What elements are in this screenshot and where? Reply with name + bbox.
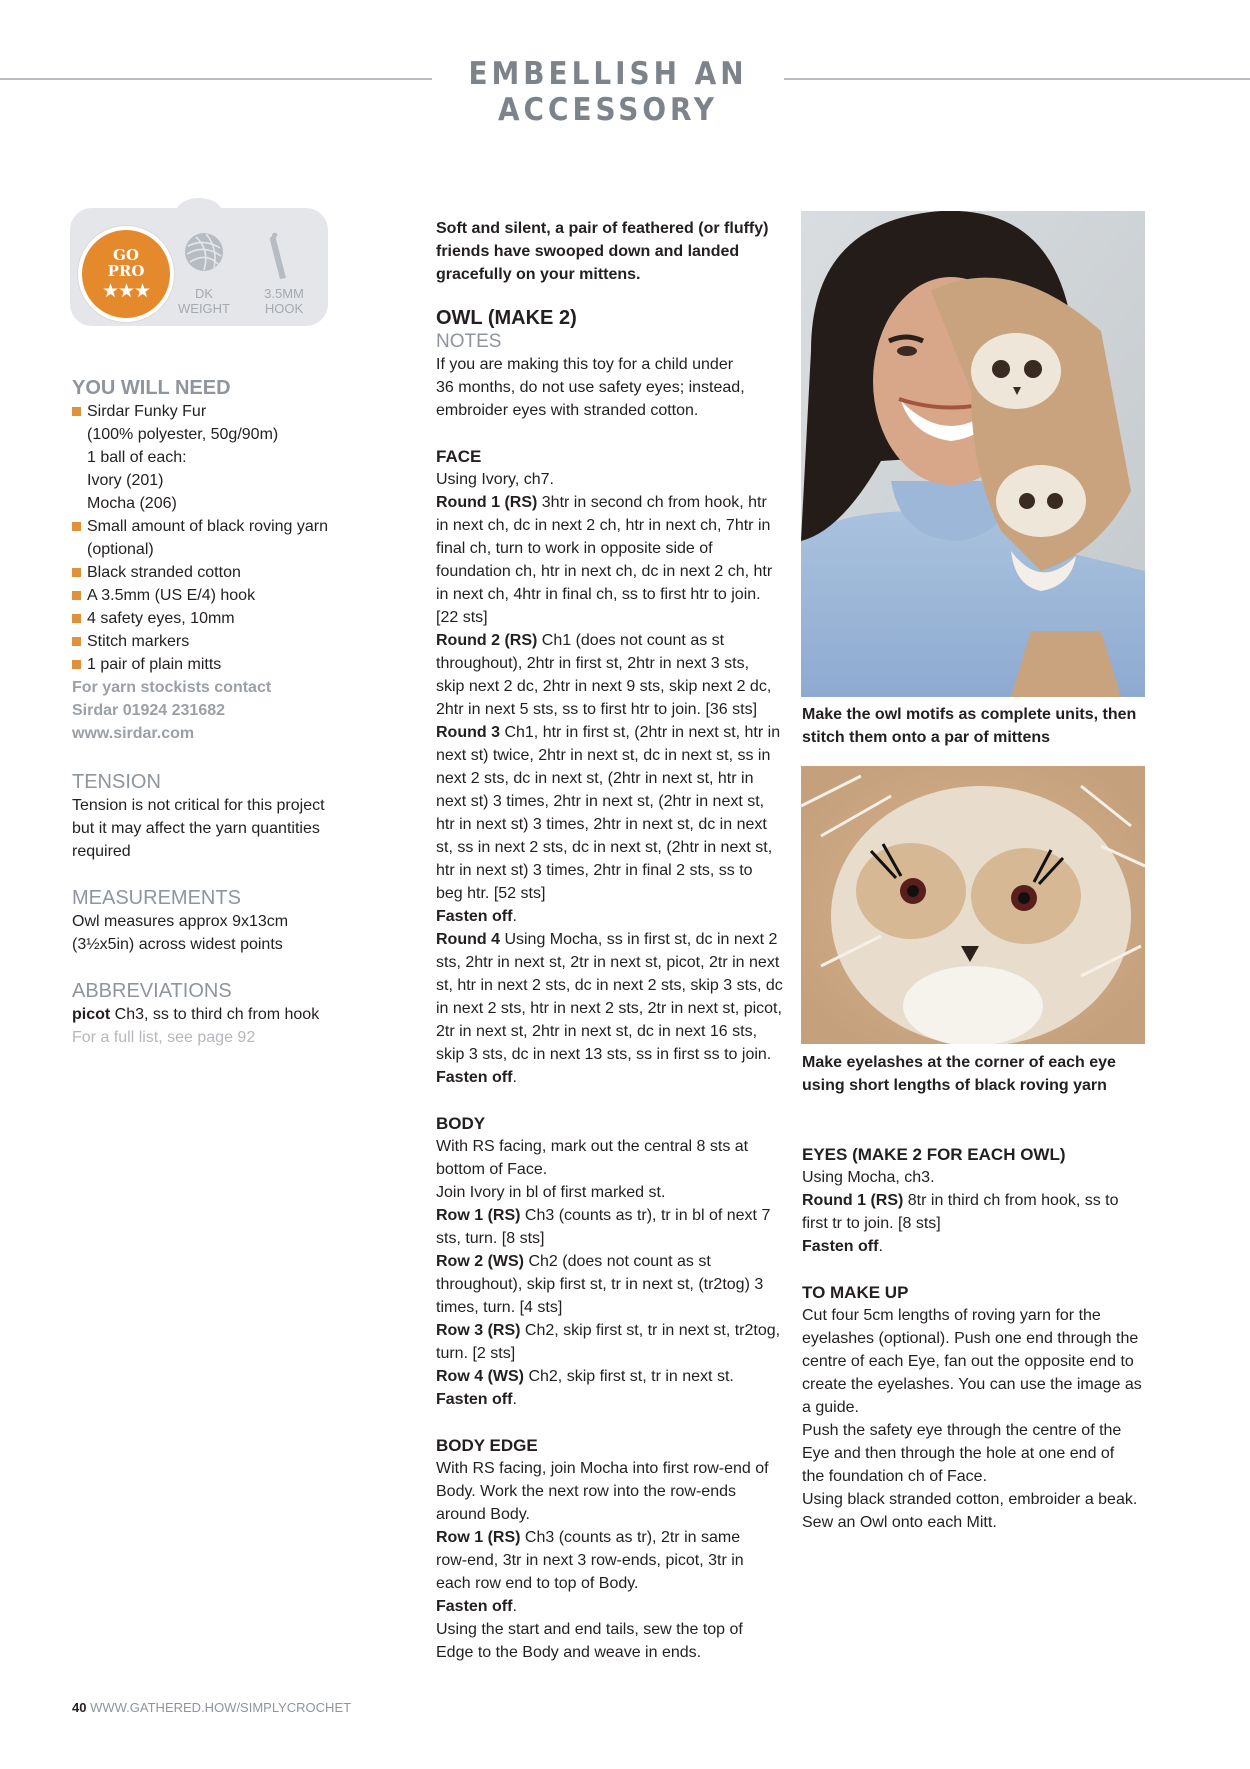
instruction-line	[436, 652, 786, 675]
instruction-text: first tr to join. [8 sts]	[802, 1215, 941, 1232]
page-footer	[72, 1700, 351, 1715]
header-rule-left	[0, 78, 432, 80]
crochet-hook-icon	[266, 232, 292, 280]
requirement-item	[72, 446, 372, 469]
instruction-label: Row 3 (RS)	[436, 1322, 521, 1339]
instruction-text: Ch2, skip first st, tr in next st, tr2tog,	[520, 1322, 781, 1339]
instruction-text: Edge to the Body and weave in ends.	[436, 1644, 702, 1661]
you-will-need-heading: YOU WILL NEED	[72, 377, 231, 399]
instruction-line	[436, 1526, 786, 1549]
tension-line: Tension is not critical for this project	[72, 797, 325, 814]
instruction-line	[436, 1388, 786, 1411]
requirement-item	[72, 607, 372, 630]
body-heading: BODY	[436, 1114, 486, 1133]
instruction-line: Cut four 5cm lengths of roving yarn for the	[802, 1307, 1101, 1324]
instruction-line	[436, 675, 786, 698]
instruction-text: Ch1, htr in first st, (2htr in next st, htr in	[500, 724, 781, 741]
instruction-line: a guide.	[802, 1399, 859, 1416]
requirements-list	[72, 400, 372, 676]
instruction-text: row-end, 3tr in next 3 row-ends, picot, 3tr in	[436, 1552, 744, 1569]
intro-line: gracefully on your mittens.	[436, 266, 641, 283]
instruction-text: 2htr in next 5 sts, ss to first htr to join. [36 sts]	[436, 701, 758, 718]
instruction-line	[436, 836, 786, 859]
hook-size-label	[254, 286, 314, 316]
measurements-heading: MEASUREMENTS	[72, 887, 241, 909]
abbreviations-section	[72, 979, 372, 1049]
instruction-text: htr in next st) 3 times, 2htr in next st, dc in next	[436, 816, 767, 833]
instruction-line	[802, 1235, 1152, 1258]
instruction-line	[436, 1181, 786, 1204]
instruction-label: Row 4 (WS)	[436, 1368, 524, 1385]
instruction-text: .	[512, 1391, 517, 1408]
requirement-text: Black stranded cotton	[87, 564, 241, 581]
owl-closeup-illustration	[801, 766, 1145, 1044]
badge-stars: ★★★	[101, 280, 151, 302]
abbreviation-entry	[72, 1003, 372, 1026]
instruction-line	[436, 744, 786, 767]
instruction-line	[802, 1189, 1152, 1212]
instruction-text: next st) 3 times, 2htr in next st, (2htr in next st,	[436, 793, 765, 810]
contact-line-3: www.sirdar.com	[72, 725, 195, 742]
owl-closeup-photo	[801, 766, 1145, 1044]
instruction-label: Fasten off	[436, 1598, 513, 1615]
instruction-line	[436, 974, 786, 997]
instruction-label: Fasten off	[802, 1238, 879, 1255]
instruction-text: With RS facing, mark out the central 8 sts at	[436, 1138, 749, 1155]
instruction-text: Using Mocha, ss in first st, dc in next 2	[500, 931, 778, 948]
instruction-line	[436, 514, 786, 537]
instruction-line: create the eyelashes. You can use the image as	[802, 1376, 1142, 1393]
contact-line-1: For yarn stockists contact	[72, 679, 272, 696]
instruction-label: Row 2 (WS)	[436, 1253, 524, 1270]
instruction-text: 8tr in third ch from hook, ss to	[903, 1192, 1119, 1209]
owl-mittens-illustration	[801, 211, 1145, 697]
header-rule-right	[784, 78, 1250, 80]
intro-line: friends have swooped down and landed	[436, 243, 740, 260]
abbreviations-heading: ABBREVIATIONS	[72, 980, 232, 1002]
instruction-text: in next ch, dc in next 2 ch, htr in next ch, 7htr in	[436, 517, 771, 534]
instruction-line	[436, 905, 786, 928]
instruction-text: next 2 sts, dc in next st, (2htr in next st, htr in	[436, 770, 754, 787]
requirement-item	[72, 400, 372, 423]
measurements-line: (3½x5in) across widest points	[72, 936, 283, 953]
instruction-line	[436, 1342, 786, 1365]
bullet-square-icon	[72, 614, 81, 623]
face-instructions	[436, 468, 786, 1089]
badge-level-line2: PRO	[107, 262, 145, 280]
requirement-text: Small amount of black roving yarn	[87, 518, 328, 535]
dk-weight-label	[174, 286, 234, 316]
hook-line1: 3.5MM	[264, 286, 304, 301]
instruction-text: in next ch, 4htr in final ch, ss to first htr to join.	[436, 586, 761, 603]
instruction-label: Round 2 (RS)	[436, 632, 538, 649]
requirement-item	[72, 584, 372, 607]
instruction-text: Ch3 (counts as tr), 2tr in same	[520, 1529, 741, 1546]
instruction-text: Using the start and end tails, sew the top of	[436, 1621, 743, 1638]
instruction-line	[436, 1549, 786, 1572]
instruction-line	[436, 1020, 786, 1043]
bullet-square-icon	[72, 407, 81, 416]
instruction-text: 2tr in next st, 2htr in next st, dc in next 16 sts,	[436, 1023, 758, 1040]
instruction-label: Fasten off	[436, 1391, 513, 1408]
notes-heading: NOTES	[436, 331, 502, 352]
instruction-line	[436, 1457, 786, 1480]
instruction-line: centre of each Eye, fan out the opposite end to	[802, 1353, 1134, 1370]
body-instructions	[436, 1135, 786, 1411]
requirement-item	[72, 653, 372, 676]
requirement-item	[72, 423, 372, 446]
instruction-line	[802, 1212, 1152, 1235]
instruction-line	[436, 1250, 786, 1273]
instruction-line	[436, 882, 786, 905]
instruction-line	[436, 629, 786, 652]
instruction-text: sts, 2htr in next st, 2tr in next st, picot, 2tr in next	[436, 954, 780, 971]
eyes-instructions	[802, 1166, 1152, 1258]
tension-heading: TENSION	[72, 771, 161, 793]
instruction-line: Push the safety eye through the centre of the	[802, 1422, 1122, 1439]
caption-line: Make the owl motifs as complete units, then	[802, 706, 1137, 723]
requirement-text: (optional)	[87, 541, 154, 558]
notes-line: embroider eyes with stranded cotton.	[436, 402, 699, 419]
instruction-text: .	[512, 1598, 517, 1615]
bullet-square-icon	[72, 522, 81, 531]
instruction-line	[436, 790, 786, 813]
instruction-line	[436, 767, 786, 790]
instruction-text: Using Ivory, ch7.	[436, 471, 554, 488]
make-up-heading: TO MAKE UP	[802, 1283, 909, 1302]
face-heading: FACE	[436, 447, 482, 466]
instruction-line	[436, 1296, 786, 1319]
instruction-text: .	[878, 1238, 883, 1255]
caption-line: using short lengths of black roving yarn	[802, 1077, 1107, 1094]
instruction-text: skip 3 sts, dc in next 13 sts, ss in first ss to join.	[436, 1046, 772, 1063]
instruction-label: Round 1 (RS)	[436, 494, 538, 511]
instruction-line	[802, 1166, 1152, 1189]
pattern-column	[436, 217, 786, 1664]
notes-line: If you are making this toy for a child under	[436, 356, 734, 373]
tension-section	[72, 770, 372, 863]
instruction-label: Round 4	[436, 931, 500, 948]
requirement-text: 4 safety eyes, 10mm	[87, 610, 235, 627]
tension-line: but it may affect the yarn quantities	[72, 820, 320, 837]
instruction-text: st, htr in next 2 sts, dc in next 2 sts, skip 3 sts, dc	[436, 977, 783, 994]
requirement-item	[72, 515, 372, 538]
body-edge-instructions	[436, 1457, 786, 1664]
instruction-line	[436, 1135, 786, 1158]
caption-line: stitch them onto a par of mittens	[802, 729, 1051, 746]
page-header-title: EMBELLISH AN ACCESSORY	[468, 56, 748, 128]
instruction-text: Ch3 (counts as tr), tr in bl of next 7	[520, 1207, 771, 1224]
instruction-line	[436, 537, 786, 560]
instruction-line: Eye and then through the hole at one end of	[802, 1445, 1115, 1462]
instruction-label: Row 1 (RS)	[436, 1207, 521, 1224]
instruction-text: Body. Work the next row into the row-ends	[436, 1483, 736, 1500]
instruction-text: Join Ivory in bl of first marked st.	[436, 1184, 666, 1201]
instruction-line	[436, 1503, 786, 1526]
caption-line: Make eyelashes at the corner of each eye	[802, 1054, 1116, 1071]
photo-caption-1	[802, 703, 1152, 749]
footer-url: WWW.GATHERED.HOW/SIMPLYCROCHET	[90, 1700, 352, 1715]
bullet-square-icon	[72, 660, 81, 669]
tension-line: required	[72, 843, 131, 860]
hook-line2: HOOK	[264, 301, 304, 316]
instruction-line	[436, 560, 786, 583]
notes-line: 36 months, do not use safety eyes; instead,	[436, 379, 745, 396]
intro-line: Soft and silent, a pair of feathered (or fluffy)	[436, 220, 769, 237]
instruction-text: throughout), 2htr in first st, 2htr in next 3 sts,	[436, 655, 750, 672]
requirement-text: Mocha (206)	[87, 495, 177, 512]
instruction-text: skip next 2 dc, 2htr in next 9 sts, skip next 2 dc,	[436, 678, 772, 695]
instruction-line	[436, 1618, 786, 1641]
instruction-text: With RS facing, join Mocha into first row-end of	[436, 1460, 769, 1477]
requirement-text: Ivory (201)	[87, 472, 164, 489]
bullet-square-icon	[72, 591, 81, 600]
yarn-ball-icon	[184, 232, 224, 272]
instruction-label: Fasten off	[436, 908, 513, 925]
weight-line1: DK	[194, 286, 214, 301]
requirement-text: (100% polyester, 50g/90m)	[87, 426, 279, 443]
instruction-line	[436, 1066, 786, 1089]
instruction-text: next st) twice, 2htr in next st, dc in next st, ss in	[436, 747, 771, 764]
instruction-text: times, turn. [4 sts]	[436, 1299, 563, 1316]
instruction-line	[436, 468, 786, 491]
abbreviation-definition: Ch3, ss to third ch from hook	[110, 1006, 320, 1023]
instruction-text: [22 sts]	[436, 609, 488, 626]
instruction-text: Using Mocha, ch3.	[802, 1169, 935, 1186]
instruction-text: around Body.	[436, 1506, 530, 1523]
requirement-item	[72, 538, 372, 561]
instruction-line	[436, 1204, 786, 1227]
instruction-text: beg htr. [52 sts]	[436, 885, 546, 902]
stockist-contact	[72, 676, 372, 745]
owl-mittens-photo	[801, 211, 1145, 697]
instruction-line	[436, 583, 786, 606]
instruction-text: sts, turn. [8 sts]	[436, 1230, 545, 1247]
bullet-square-icon	[72, 637, 81, 646]
instruction-text: each row end to top of Body.	[436, 1575, 639, 1592]
requirement-item	[72, 561, 372, 584]
instruction-line	[436, 1043, 786, 1066]
instruction-line: eyelashes (optional). Push one end through the	[802, 1330, 1139, 1347]
intro-text	[436, 217, 786, 286]
instruction-text: .	[512, 908, 517, 925]
instruction-line	[436, 997, 786, 1020]
requirement-item	[72, 469, 372, 492]
instruction-line	[436, 1273, 786, 1296]
instruction-line	[436, 1595, 786, 1618]
instruction-line	[436, 1572, 786, 1595]
make-up-instructions	[802, 1304, 1152, 1534]
instruction-line	[436, 721, 786, 744]
instruction-line	[436, 1365, 786, 1388]
instruction-line	[436, 1319, 786, 1342]
abbreviations-note: For a full list, see page 92	[72, 1029, 256, 1046]
instruction-label: Round 3	[436, 724, 500, 741]
instruction-line	[436, 813, 786, 836]
instruction-text: in next 2 sts, htr in next 2 sts, 2tr in next st, picot,	[436, 1000, 782, 1017]
requirement-text: A 3.5mm (US E/4) hook	[87, 587, 256, 604]
instruction-text: bottom of Face.	[436, 1161, 548, 1178]
contact-line-2: Sirdar 01924 231682	[72, 702, 226, 719]
instruction-line	[436, 491, 786, 514]
owl-heading: OWL (MAKE 2)	[436, 307, 577, 329]
instruction-text: final ch, turn to work in opposite side of	[436, 540, 713, 557]
instruction-line: the foundation ch of Face.	[802, 1468, 988, 1485]
go-pro-badge	[78, 226, 174, 322]
instruction-text: htr in next st) 3 times, 2htr in final 2 sts, ss to	[436, 862, 753, 879]
you-will-need-section	[72, 376, 372, 745]
page-number: 40	[72, 1700, 87, 1715]
instruction-text: Ch2, skip first st, tr in next st.	[524, 1368, 734, 1385]
abbreviation-term: picot	[72, 1006, 111, 1023]
instruction-text: .	[512, 1069, 517, 1086]
finishing-column	[802, 1143, 1152, 1534]
instruction-line	[436, 951, 786, 974]
instruction-line	[436, 1480, 786, 1503]
instruction-text: throughout), skip first st, tr in next st, (tr2tog) 3	[436, 1276, 764, 1293]
badge-level-line1: GO	[113, 246, 139, 264]
instruction-text: turn. [2 sts]	[436, 1345, 516, 1362]
instruction-text: 3htr in second ch from hook, htr	[537, 494, 767, 511]
body-edge-heading: BODY EDGE	[436, 1436, 538, 1455]
weight-line2: WEIGHT	[178, 301, 230, 316]
instruction-label: Round 1 (RS)	[802, 1192, 904, 1209]
instruction-text: Ch1 (does not count as st	[537, 632, 725, 649]
measurements-section	[72, 886, 372, 956]
instruction-line	[436, 928, 786, 951]
instruction-line	[436, 859, 786, 882]
instruction-line	[436, 1227, 786, 1250]
instruction-line	[436, 606, 786, 629]
eyes-heading: EYES (MAKE 2 FOR EACH OWL)	[802, 1145, 1066, 1164]
instruction-line	[436, 1641, 786, 1664]
requirement-item	[72, 630, 372, 653]
requirement-item	[72, 492, 372, 515]
requirement-text: Sirdar Funky Fur	[87, 403, 207, 420]
requirement-text: 1 pair of plain mitts	[87, 656, 222, 673]
instruction-line	[436, 1158, 786, 1181]
instruction-label: Row 1 (RS)	[436, 1529, 521, 1546]
instruction-text: st, ss in next 2 sts, dc in next st, (2htr in next st,	[436, 839, 773, 856]
instruction-line: Using black stranded cotton, embroider a beak.	[802, 1491, 1138, 1508]
instruction-label: Fasten off	[436, 1069, 513, 1086]
instruction-line	[436, 698, 786, 721]
photo-caption-2	[802, 1051, 1152, 1097]
instruction-line: Sew an Owl onto each Mitt.	[802, 1514, 997, 1531]
requirement-text: 1 ball of each:	[87, 449, 187, 466]
requirement-text: Stitch markers	[87, 633, 190, 650]
instruction-text: foundation ch, htr in next ch, dc in next 2 ch, htr	[436, 563, 773, 580]
instruction-text: Ch2 (does not count as st	[524, 1253, 711, 1270]
measurements-line: Owl measures approx 9x13cm	[72, 913, 289, 930]
bullet-square-icon	[72, 568, 81, 577]
